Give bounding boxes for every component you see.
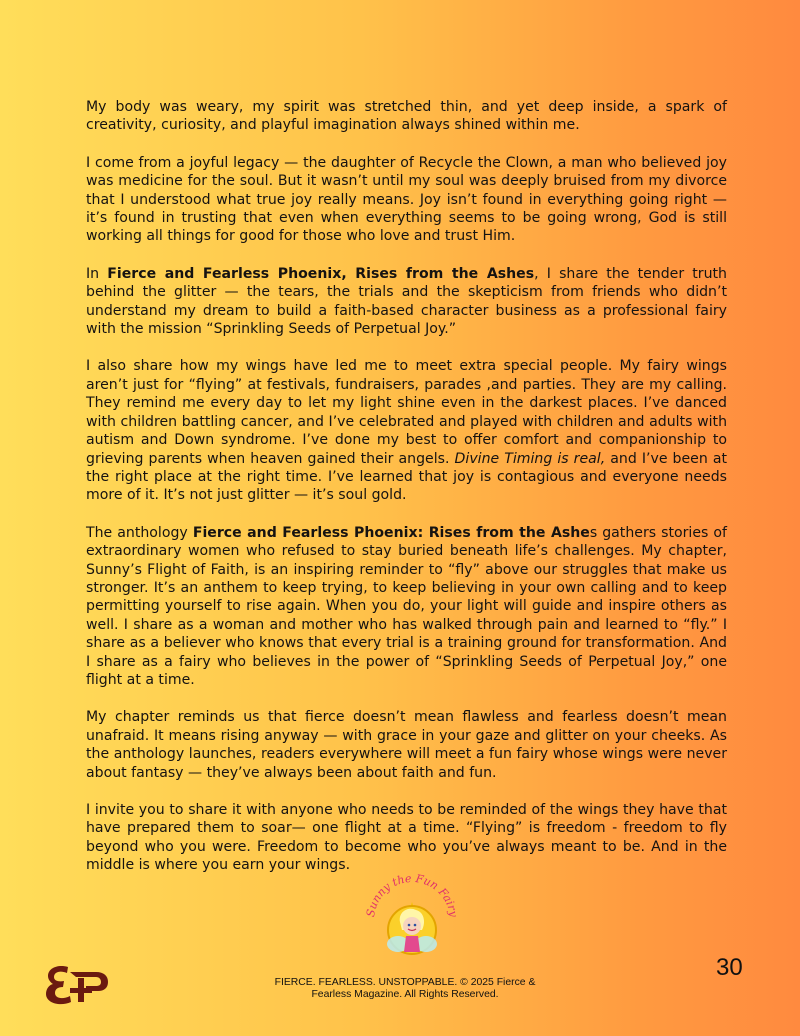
- paragraph-text: The anthology: [86, 524, 193, 541]
- paragraph-text: I come from a joyful legacy — the daughter of Recycle the Clown, a man who believed joy was medicine for the soul. But it wasn’t until my soul was deeply bruised from my divorce that I understood what true joy really means. Joy isn’t found in everything going right — it’s found in trusting that even when everything seems to be going wrong, God is still working all things for good for those who love and trust Him.: [86, 154, 727, 245]
- article-paragraph: [86, 708, 727, 782]
- article-paragraph: [86, 98, 727, 135]
- paragraph-text: My chapter reminds us that fierce doesn’t mean flawless and fearless doesn’t mean unafraid. It means rising anyway — with grace in your gaze and glitter on your cheeks. As the anthology launches, readers everywhere will meet a fun fairy whose wings were never about fantasy — they’ve always been about faith and fun.: [86, 709, 727, 781]
- paragraph-text: In: [86, 265, 108, 282]
- paragraph-text: I invite you to share it with anyone who needs to be reminded of the wings they have that have prepared them to soar— one flight at a time. “Flying” is freedom - freedom to fly beyond who you were. Freedom to become who you’ve always meant to be. And in the middle is where you earn your wings.: [86, 802, 727, 874]
- emphasis-text: Divine Timing is real,: [454, 450, 606, 467]
- article-paragraph: [86, 265, 727, 339]
- book-title-text: Fierce and Fearless Phoenix, Rises from the Ashes: [107, 265, 535, 282]
- paragraph-text: , I share the tender truth behind the glitter — the tears, the trials and the skepticism from friends who didn’t understand my dream to build a faith-based character business as a professional fairy with the mission “Sprinkling Seeds of Perpetual Joy.”: [86, 265, 727, 338]
- paragraph-text: My body was weary, my spirit was stretched thin, and yet deep inside, a spark of creativity, curiosity, and playful imagination always shined within me.: [86, 99, 727, 134]
- article-paragraph: [86, 524, 727, 690]
- footer-line-2: Fearless Magazine. All Rights Reserved.: [311, 989, 499, 1000]
- sunny-fairy-logo-icon: [362, 872, 462, 968]
- article-paragraph: [86, 154, 727, 246]
- footer-copyright: [240, 977, 570, 1001]
- footer-line-1: FIERCE. FEARLESS. UNSTOPPABLE. © 2025 Fierce &: [274, 977, 536, 988]
- paragraph-text: s gathers stories of extraordinary women who refused to stay buried beneath life’s challenges. My chapter, Sunny’s Flight of Faith, is an inspiring reminder to “fly” above our struggles that make us stronger. It’s an anthem to keep trying, to keep believing in your own calling and to keep permitting yourself to rise again. When you do, your light will guide and inspire others as well. I share as a woman and mother who has walked through pain and learned to “fly.” I share as a believer who knows that every trial is a training ground for transformation. And I share as a fairy who believes in the power of “Sprinkling Seeds of Perpetual Joy,” one flight at a time.: [86, 524, 727, 688]
- page-number: 30: [716, 954, 743, 981]
- article-body: [86, 98, 727, 894]
- paragraph-text: and I’ve been at the right place at the right time. I’ve learned that joy is contagious and everyone needs more of it. It’s not just glitter — it’s soul gold.: [86, 450, 728, 504]
- paragraph-text: I also share how my wings have led me to meet extra special people. My fairy wings aren’t just for “flying” at festivals, fundraisers, parades ,and parties. They are my calling. They remind me every day to let my light shine even in the darkest places. I’ve danced with children battling cancer, and I’ve celebrated and played with children and adults with autism and Down syndrome. I’ve done my best to offer comfort and companionship to grieving parents when heaven gained their angels.: [86, 358, 727, 467]
- article-paragraph: [86, 801, 727, 875]
- article-paragraph: [86, 357, 727, 504]
- mascot-script-text: Sunny the Fun Fairy: [364, 872, 460, 918]
- book-title-text: Fierce and Fearless Phoenix: Rises from the Ashe: [192, 524, 590, 541]
- ff-monogram-logo-icon: [40, 958, 110, 1006]
